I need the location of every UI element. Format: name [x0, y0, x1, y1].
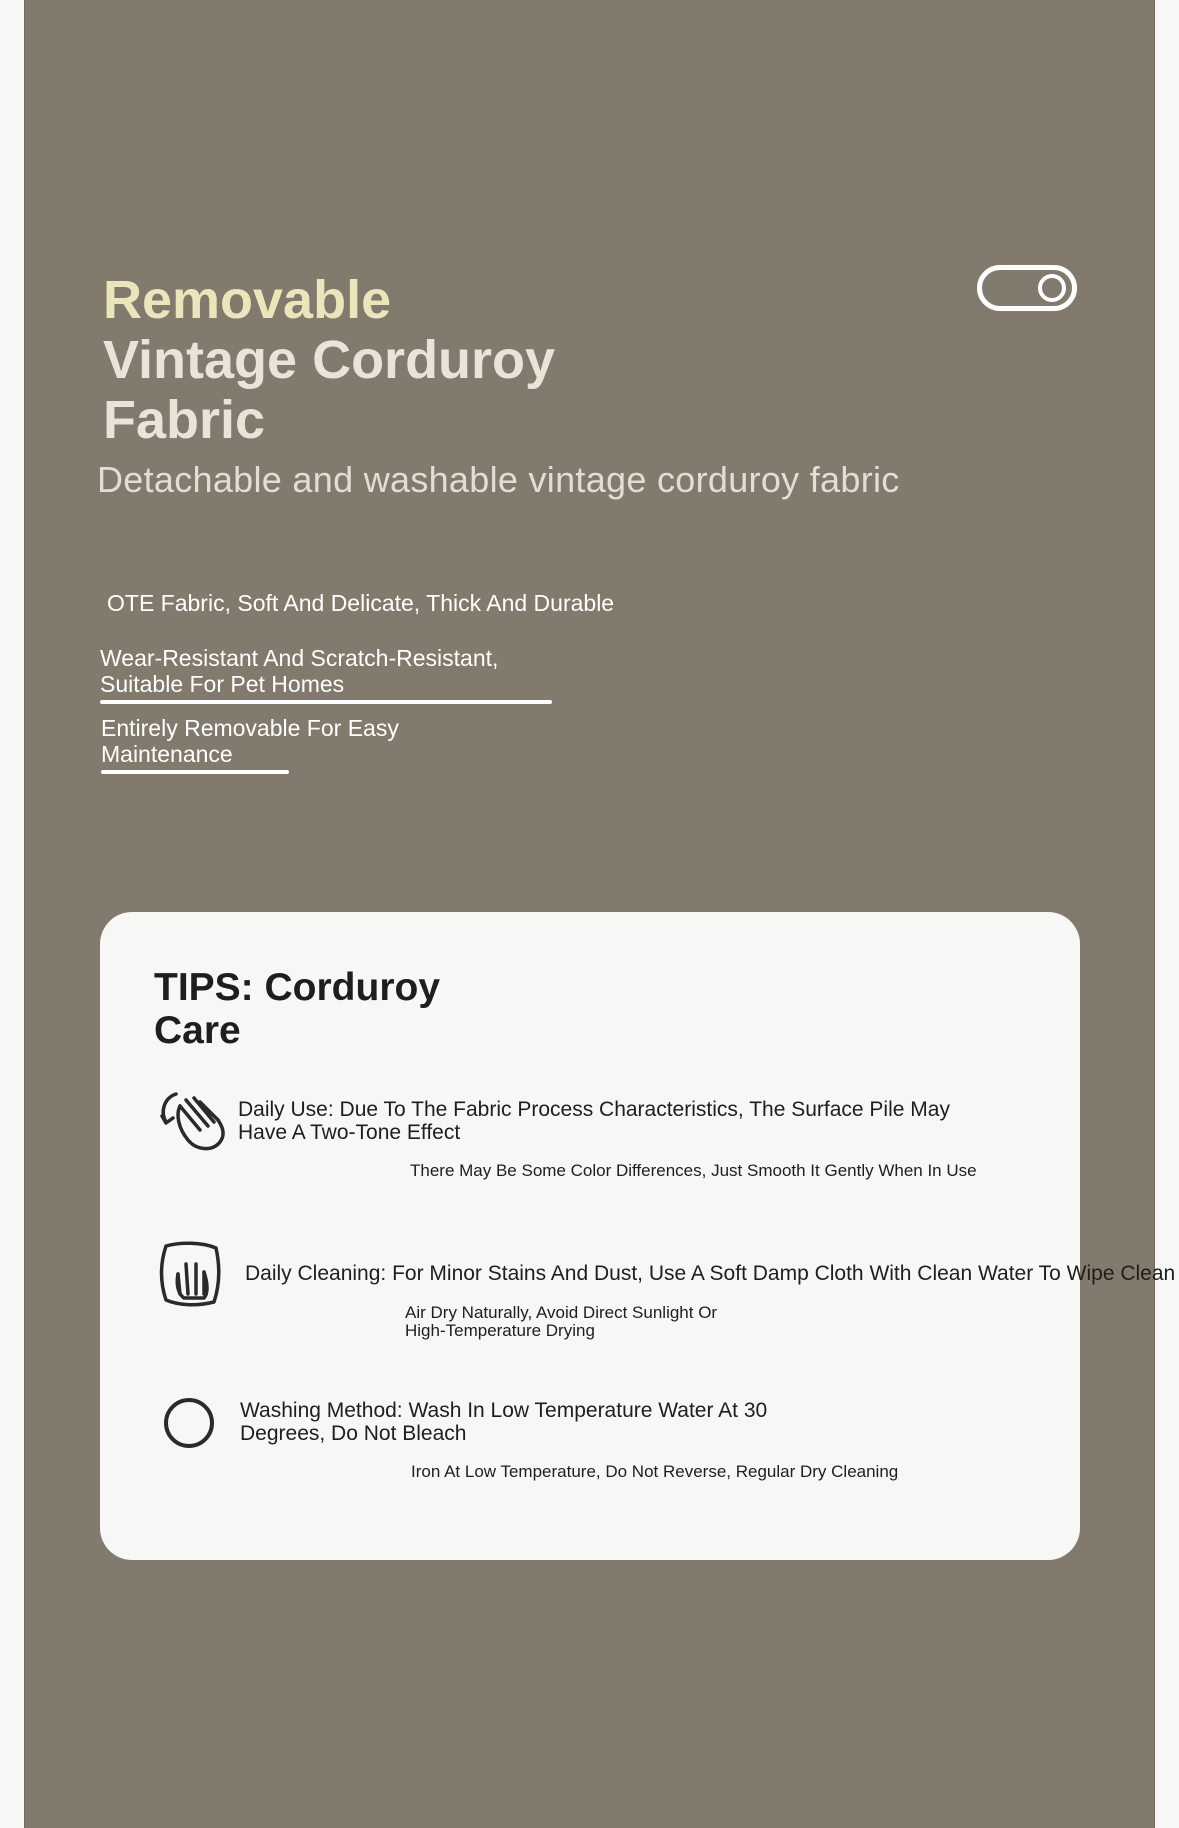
- feature-underline: [100, 700, 552, 704]
- hand-smoothing-icon: [156, 1084, 228, 1156]
- tip-main-text: Washing Method: Wash In Low Temperature Water At 30 Degrees, Do Not Bleach: [240, 1399, 768, 1445]
- tip-sub-text: Air Dry Naturally, Avoid Direct Sunlight Or High-Temperature Drying: [405, 1303, 718, 1340]
- tip-sub-text: Iron At Low Temperature, Do Not Reverse, Regular Dry Cleaning: [411, 1462, 899, 1481]
- feature-text: Wear-Resistant And Scratch-Resistant, Suitable For Pet Homes: [100, 645, 499, 697]
- feature-text: OTE Fabric, Soft And Delicate, Thick And Durable: [107, 590, 615, 616]
- tips-title: TIPS: Corduroy Care: [154, 966, 441, 1052]
- hero-title-line-3: Fabric: [103, 390, 266, 450]
- tip-main-text: Daily Cleaning: For Minor Stains And Dust, Use A Soft Damp Cloth With Clean Water To Wipe Clean: [245, 1262, 1176, 1285]
- hand-wipe-cloth-icon: [158, 1240, 224, 1310]
- tip-main-text: Daily Use: Due To The Fabric Process Characteristics, The Surface Pile May Have A Two-Tone Effect: [238, 1098, 950, 1144]
- feature-item: [100, 645, 552, 704]
- toggle-knob: [1038, 274, 1066, 302]
- circle-icon: [162, 1396, 216, 1450]
- hero-title-line-2: Vintage Corduroy: [103, 330, 556, 390]
- toggle-switch[interactable]: [977, 265, 1077, 311]
- hero-title: [103, 270, 555, 450]
- product-panel: [24, 0, 1176, 1828]
- feature-item: [101, 715, 401, 774]
- feature-text: Entirely Removable For Easy Maintenance: [101, 715, 399, 767]
- hero-subtitle: Detachable and washable vintage corduroy fabric: [97, 459, 900, 500]
- tip-sub-text: There May Be Some Color Differences, Just Smooth It Gently When In Use: [410, 1161, 977, 1180]
- feature-underline: [101, 770, 289, 774]
- feature-item: [107, 590, 707, 616]
- hero-title-line-1: Removable: [103, 270, 392, 330]
- tips-card: [100, 912, 1176, 1560]
